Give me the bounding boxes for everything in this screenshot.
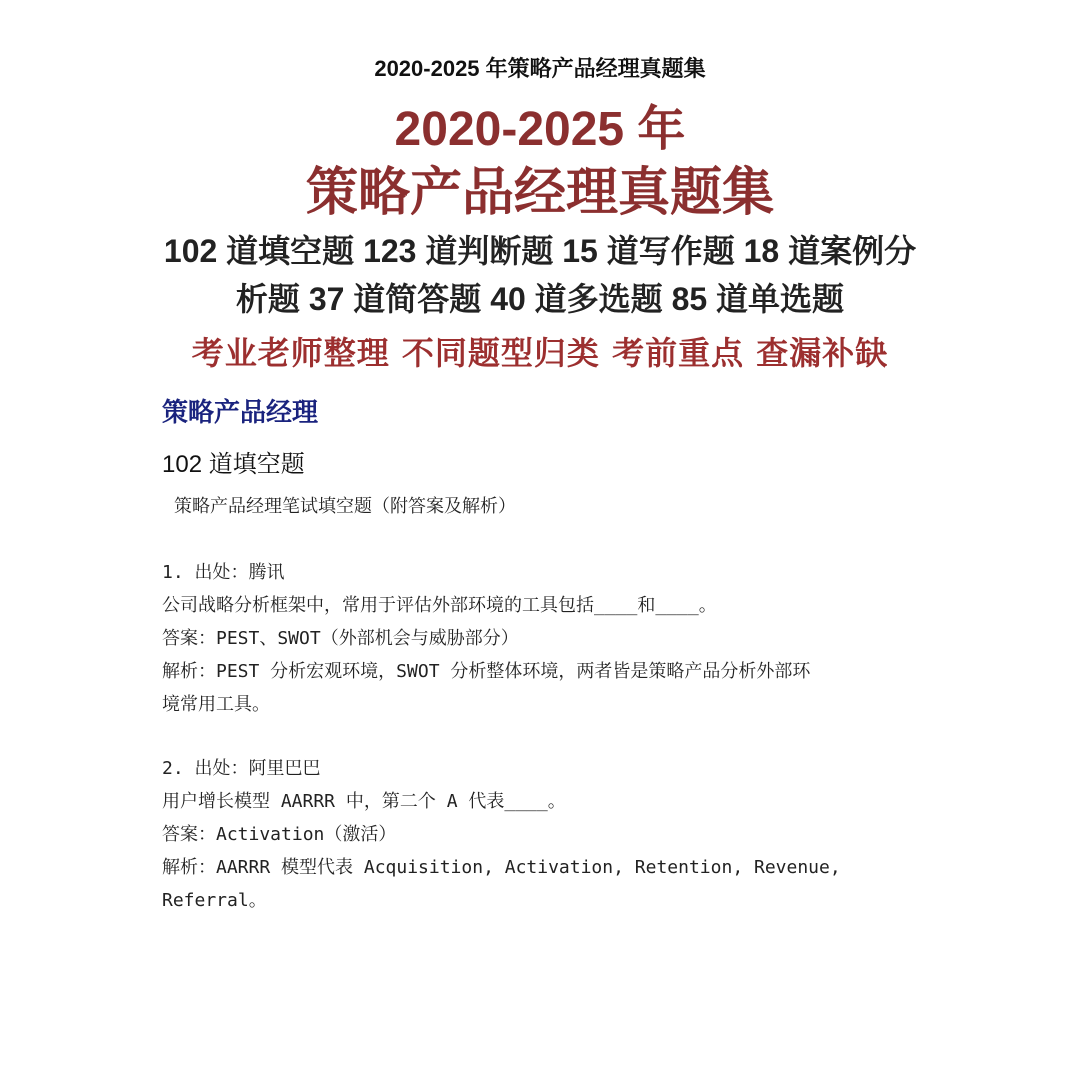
slogan: 考业老师整理 不同题型归类 考前重点 查漏补缺: [191, 334, 889, 372]
question-2: [162, 752, 922, 917]
main-title-line2: 策略产品经理真题集: [305, 164, 774, 222]
intro-text: 策略产品经理笔试填空题（附答案及解析）: [174, 496, 516, 517]
question-answer: 答案：Activation（激活）: [162, 824, 397, 845]
question-source: 1. 出处：腾讯: [162, 562, 285, 583]
subsection-title: 102 道填空题: [162, 451, 305, 478]
question-text: 用户增长模型 AARRR 中，第二个 A 代表____。: [162, 791, 566, 812]
question-answer: 答案：PEST、SWOT（外部机会与威胁部分）: [162, 628, 519, 649]
question-analysis-line2: 境常用工具。: [162, 694, 270, 715]
section-title: 策略产品经理: [162, 397, 319, 427]
question-text: 公司战略分析框架中，常用于评估外部环境的工具包括____和____。: [162, 595, 717, 616]
question-source: 2. 出处：阿里巴巴: [162, 758, 321, 779]
main-title-line1: 2020-2025 年: [394, 103, 686, 156]
question-1: [162, 556, 922, 721]
subtitle-line2: 析题 37 道简答题 40 道多选题 85 道单选题: [235, 281, 845, 317]
question-analysis-line2: Referral。: [162, 890, 267, 911]
header-title: 2020-2025 年策略产品经理真题集: [374, 56, 706, 81]
question-analysis-line1: 解析：AARRR 模型代表 Acquisition, Activation, Retention, Revenue,: [162, 857, 841, 878]
question-analysis-line1: 解析：PEST 分析宏观环境，SWOT 分析整体环境，两者皆是策略产品分析外部环: [162, 661, 811, 682]
subtitle-line1: 102 道填空题 123 道判断题 15 道写作题 18 道案例分: [163, 233, 917, 269]
section-intro: [174, 490, 934, 523]
